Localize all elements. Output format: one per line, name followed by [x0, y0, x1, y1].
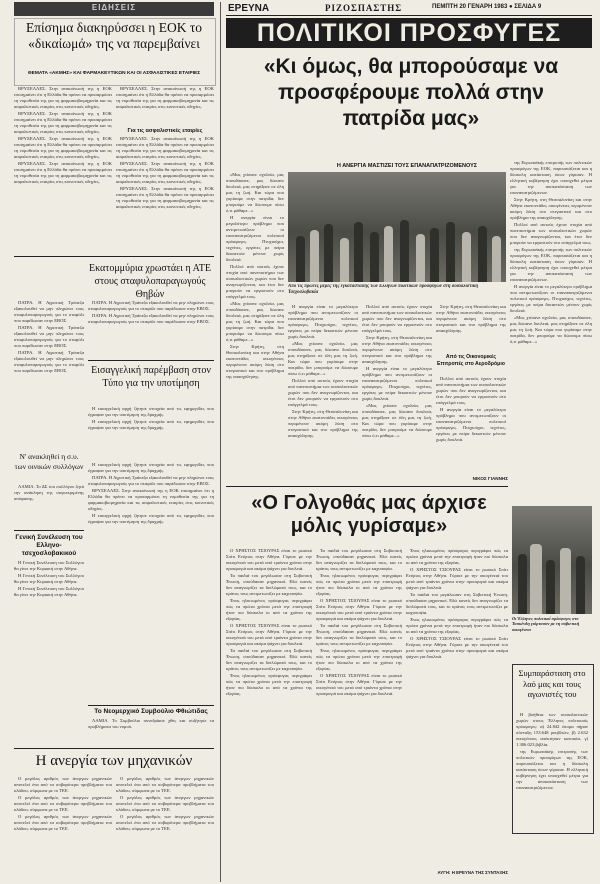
second-col1-text-b: Τα παιδιά του μεγάλωσαν στη Σοβιετική Ένωση, σπούδασαν μηχανικοί. Εδώ κανείς δεν αναγνωρίζει τα διπλώματά τους, και το κράτος τους αντιμετωπίζει με καχυποψία.	[226, 573, 312, 596]
right-box-text: Η βοήθεια των σοσιαλιστικών χωρών στους Έλληνες πολιτικούς πρόσφυγες: α) 24.842 άτομα πήραν σύνταξη 153.648 ρουβλιών, β) 2.632 οικογένειες απέκτησαν κατοικία, γ) 1.306.023 βιβλία.	[516, 712, 588, 747]
story2-text-e: ΠΑΤΡΑ. Η Αγροτική Τράπεζα εξακολουθεί να μην πληρώνει τους σταφυλοπαραγωγούς για το σταφύλι που παρέδωσαν στην ΕΒΟΣ.	[88, 313, 214, 324]
date-page: ΠΕΜΠΤΗ 20 ΓΕΝΑΡΗ 1983 ● ΣΕΛΙΔΑ 9	[432, 4, 542, 10]
story1-body-col2	[116, 86, 214, 126]
main-col1-text-b: Η ανεργία είναι το μεγαλύτερο πρόβλημα που αντιμετωπίζουν οι επαναπατριζόμενοι πολιτικοί πρόσφυγες. Πτυχιούχοι, τεχνίτες, εργάτες με πείρα δεκαετιών μένουν χωρίς δουλειά.	[226, 215, 284, 262]
main-photo-caption: Από τις πρώτες μέρες της εγκατάστασής των Ελλήνων πολιτικών προσφύγων στη σοσιαλιστική Τσεχοσλοβακία	[288, 284, 479, 295]
story3-body	[88, 406, 214, 458]
right-photo-caption: Οι Έλληνες πολιτικοί πρόσφυγες στο Τασκένδη γιόρτασαν με τη σοβιετική οικογένεια	[512, 616, 580, 632]
second-col1-text-c: Ένας ηλικιωμένος πρόσφυγας περιγράφει πώς τα πρώτα χρόνια μετά την επιστροφή ήταν πιο δύσκολα κι από τα χρόνια της εξορίας.	[226, 598, 312, 621]
column-divider	[220, 2, 221, 882]
second-col1	[226, 548, 312, 874]
left-banner-label: ΕΙΔΗΣΕΙΣ	[91, 3, 137, 12]
story1-body	[14, 86, 112, 254]
banner-title: ΠΟΛΙΤΙΚΟΙ ΠΡΟΣΦΥΓΕΣ	[256, 19, 562, 47]
story5-title: Γενική Συνέλευση του Ελληνο-τσεχοσλοβακικού	[15, 534, 83, 557]
main-col1	[226, 172, 284, 482]
main-headline: «Κι όμως, θα μπορούσαμε να προσφέρουμε πολλά στην πατρίδα μας»	[263, 55, 559, 130]
main-col3-text-d: «Μας χτίσανε σχολεία, μας σπουδάσανε, μας δώσανε δουλειά, μας στηρίξανε σε όλη μας τη ζωή. Και τώρα που γυρίσαμε στην πατρίδα, δεν μπορούμε να δώσουμε πίσω ό,τι μάθαμε...»	[362, 403, 432, 438]
left-mid-text: Η εισαγγελική αρχή ζήτησε στοιχεία από τις εφημερίδες που έγραψαν για την υποτίμηση της δραχμής.	[88, 462, 214, 473]
story6-title: Το Νεομερχικό Συμβούλιο Φθιώτιδας	[94, 708, 208, 715]
second-headline: «Ο Γολγοθάς μας άρχισε μόλις γυρίσαμε»	[251, 492, 487, 537]
main-col4-text-b: Πολλοί από αυτούς έχουν πτυχία από πανεπιστήμια των σοσιαλιστικών χωρών που δεν αναγνωρίζονται, και έτσι δεν μπορούν να εργαστούν στο επάγγελμά τους.	[436, 376, 506, 405]
main-col1-text-e: Στην Κρήτη, στη Θεσσαλονίκη και στην Αθήνα εκατοντάδες οικογένειες περιμένουν ακόμη λύση στο στεγαστικό και στο πρόβλημα της απασχόλησης.	[226, 344, 284, 379]
left-mid-text-c: ΒΡΥΞΕΛΛΕΣ. Στην ανακοίνωσή της η ΕΟΚ επισημαίνει ότι η Ελλάδα θα πρέπει να προσαρμόσει τη νομοθεσία της για τη φαρμακοβιομηχανία και τις ασφαλιστικές εταιρίες στις κοινοτικές οδηγίες.	[88, 488, 214, 511]
second-col2-text-f: Ο ΧΡΗΣΤΟΣ ΤΣΙΟΥΡΑΣ είναι το ρωσικό Σπίτι Ενόριος στην Αθήνα. Γύρισε με την οικογένειά του μετά από τριάντα χρόνια στην προσφυγιά και ακόμα ψάχνει για δουλειά.	[316, 673, 402, 696]
right-box-text-b: της Ευρωπαϊκής επιτροπής των πολιτικών προσφύγων της ΕΟΚ, παρουσιάζεται και η δύσκολη κατάσταση όσων γύρισαν. Η ελληνική κυβέρνηση έχει υποσχεθεί μέτρα για την αποκατάσταση των επαναπατριζόμενων.	[516, 749, 588, 790]
story1-filler-3: ΒΡΥΞΕΛΛΕΣ. Στην ανακοίνωσή της η ΕΟΚ επισημαίνει ότι η Ελλάδα θα πρέπει να προσαρμόσει τη νομοθεσία της για τη φαρμακοβιομηχανία και τις ασφαλιστικές εταιρίες στις κοινοτικές οδηγίες.	[14, 161, 112, 184]
main-byline: ΝΙΚΟΣ ΓΙΑΝΝΗΣ	[472, 476, 508, 481]
main-subhead-2: Από τις Οικονομικές Επιτροπές στο Αεροδρόμιο	[437, 354, 505, 367]
masthead: ΡΙΖΟΣΠΑΣΤΗΣ	[325, 3, 403, 13]
second-col3	[406, 548, 508, 866]
story1-body-col2b	[116, 136, 214, 254]
story4-text: ΛΑΜΙΑ. Το ΔΣ του συλλόγου ζητά την ανάκληση της συγκεκριμένης απόφασης.	[14, 484, 84, 501]
story1-text-e: ΒΡΥΞΕΛΛΕΣ. Στην ανακοίνωσή της η ΕΟΚ επισημαίνει ότι η Ελλάδα θα πρέπει να προσαρμόσει τη νομοθεσία της για τη φαρμακοβιομηχανία και τις ασφαλιστικές εταιρίες στις κοινοτικές οδηγίες.	[116, 186, 214, 209]
second-col1-text-e: Τα παιδιά του μεγάλωσαν στη Σοβιετική Ένωση, σπούδασαν μηχανικοί. Εδώ κανείς δεν αναγνωρίζει τα διπλώματά τους, και το κράτος τους αντιμετωπίζει με καχυποψία.	[226, 648, 312, 671]
main-photo	[288, 172, 506, 282]
main-col2	[288, 304, 358, 484]
story2-text-b: ΠΑΤΡΑ. Η Αγροτική Τράπεζα εξακολουθεί να μην πληρώνει τους σταφυλοπαραγωγούς για το σταφύλι που παρέδωσαν στην ΕΒΟΣ.	[14, 325, 84, 348]
main-col2-text-c: Πολλοί από αυτούς έχουν πτυχία από πανεπιστήμια των σοσιαλιστικών χωρών που δεν αναγνωρίζονται, και έτσι δεν μπορούν να εργαστούν στο επάγγελμά τους.	[288, 378, 358, 407]
left-rule-4	[88, 705, 214, 706]
story7-text-f: Ο μεγάλος αριθμός των άνεργων μηχανικών αποτελεί ένα από τα σοβαρότερα προβλήματα του κλάδου, σύμφωνα με το ΤΕΕ.	[116, 814, 214, 831]
second-signature: ΑΥΓΗ: Η ΕΡΕΥΝΑ ΤΗΣ ΣΥΝΤΑΞΗΣ	[437, 870, 508, 875]
story1-text-c: ΒΡΥΞΕΛΛΕΣ. Στην ανακοίνωσή της η ΕΟΚ επισημαίνει ότι η Ελλάδα θα πρέπει να προσαρμόσει τη νομοθεσία της για τη φαρμακοβιομηχανία και τις ασφαλιστικές εταιρίες στις κοινοτικές οδηγίες.	[116, 136, 214, 159]
main-col2-text-d: Στην Κρήτη, στη Θεσσαλονίκη και στην Αθήνα εκατοντάδες οικογένειες περιμένουν ακόμη λύση στο στεγαστικό και στο πρόβλημα της απασχόλησης.	[288, 409, 358, 438]
second-rule	[226, 486, 508, 487]
right-photo	[512, 506, 592, 614]
story1-text-d: ΒΡΥΞΕΛΛΕΣ. Στην ανακοίνωσή της η ΕΟΚ επισημαίνει ότι η Ελλάδα θα πρέπει να προσαρμόσει τη νομοθεσία της για τη φαρμακοβιομηχανία και τις ασφαλιστικές εταιρίες στις κοινοτικές οδηγίες.	[116, 161, 214, 184]
right-col-text-b: Στην Κρήτη, στη Θεσσαλονίκη και στην Αθήνα εκατοντάδες οικογένειες περιμένουν ακόμη λύση στο στεγαστικό και στο πρόβλημα της απασχόλησης.	[510, 197, 592, 220]
second-col2-text-e: Ένας ηλικιωμένος πρόσφυγας περιγράφει πώς τα πρώτα χρόνια μετά την επιστροφή ήταν πιο δύσκολα κι από τα χρόνια της εξορίας.	[316, 648, 402, 671]
main-col1-text: «Μας χτίσανε σχολεία, μας σπουδάσανε, μας δώσανε δουλειά, μας στηρίξανε σε όλη μας τη ζωή. Και τώρα που γυρίσαμε στην πατρίδα, δεν μπορούμε να δώσουμε πίσω ό,τι μάθαμε...»	[226, 172, 284, 213]
story2-text: ΠΑΤΡΑ. Η Αγροτική Τράπεζα εξακολουθεί να μην πληρώνει τους σταφυλοπαραγωγούς για το σταφύλι που παρέδωσαν στην ΕΒΟΣ.	[14, 300, 84, 323]
right-col-text-f: «Μας χτίσανε σχολεία, μας σπουδάσανε, μας δώσανε δουλειά, μας στηρίξανε σε όλη μας τη ζωή. Και τώρα που γυρίσαμε στην πατρίδα, δεν μπορούμε να δώσουμε πίσω ό,τι μάθαμε...»	[510, 315, 592, 344]
story1-text: ΒΡΥΞΕΛΛΕΣ. Στην ανακοίνωσή της η ΕΟΚ επισημαίνει ότι η Ελλάδα θα πρέπει να προσαρμόσει τη νομοθεσία της για τη φαρμακοβιομηχανία και τις ασφαλιστικές εταιρίες στις κοινοτικές οδηγίες.	[14, 86, 112, 109]
second-col3-text-b: Ο ΧΡΗΣΤΟΣ ΤΣΙΟΥΡΑΣ είναι το ρωσικό Σπίτι Ενόριος στην Αθήνα. Γύρισε με την οικογένειά του μετά από τριάντα χρόνια στην προσφυγιά και ακόμα ψάχνει για δουλειά.	[406, 567, 508, 590]
story2-title: Εκατομμύρια χρωστάει η ΑΤΕ στους σταφυλοπαραγωγούς Θηβών	[89, 263, 211, 300]
right-col-top	[510, 160, 592, 500]
story5-body	[14, 560, 84, 710]
story7-body-col2	[116, 776, 214, 880]
main-col3-text-b: Στην Κρήτη, στη Θεσσαλονίκη και στην Αθήνα εκατοντάδες οικογένειες περιμένουν ακόμη λύση στο στεγαστικό και στο πρόβλημα της απασχόλησης.	[362, 335, 432, 364]
right-col-text-d: της Ευρωπαϊκής επιτροπής των πολιτικών προσφύγων της ΕΟΚ, παρουσιάζεται και η δύσκολη κατάσταση όσων γύρισαν. Η ελληνική κυβέρνηση έχει υποσχεθεί μέτρα για την αποκατάσταση των επαναπατριζόμενων.	[510, 247, 592, 282]
main-col4-text-c: Η ανεργία είναι το μεγαλύτερο πρόβλημα που αντιμετωπίζουν οι επαναπατριζόμενοι πολιτικοί πρόσφυγες. Πτυχιούχοι, τεχνίτες, εργάτες με πείρα δεκαετιών μένουν χωρίς δουλειά.	[436, 407, 506, 442]
story5-text: Η Γενική Συνέλευση του Συλλόγου θα γίνει την Κυριακή στην Αθήνα.	[14, 560, 84, 571]
story1-subheading: Για τις ασφαλιστικές εταιρίες	[127, 128, 203, 134]
story7-text: Ο μεγάλος αριθμός των άνεργων μηχανικών αποτελεί ένα από τα σοβαρότερα προβλήματα του κλάδου, σύμφωνα με το ΤΕΕ.	[14, 776, 112, 793]
left-rule-2	[88, 360, 214, 361]
story1-title: Επίσημα διακηρύσσει η ΕΟΚ το «δικαίωμά» της να παρεμβαίνει	[25, 20, 203, 51]
left-mid-body	[88, 462, 214, 672]
main-col1-text-d: «Μας χτίσανε σχολεία, μας σπουδάσανε, μας δώσανε δουλειά, μας στηρίξανε σε όλη μας τη ζωή. Και τώρα που γυρίσαμε στην πατρίδα, δεν μπορούμε να δώσουμε πίσω ό,τι μάθαμε...»	[226, 301, 284, 342]
story3-text-b: Η εισαγγελική αρχή ζήτησε στοιχεία από τις εφημερίδες που έγραψαν για την υποτίμηση της δραχμής.	[88, 419, 214, 430]
story2-body	[14, 300, 84, 450]
right-col-text: της Ευρωπαϊκής επιτροπής των πολιτικών προσφύγων της ΕΟΚ, παρουσιάζεται και η δύσκολη κατάσταση όσων γύρισαν. Η ελληνική κυβέρνηση έχει υποσχεθεί μέτρα για την αποκατάσταση των επαναπατριζόμενων.	[510, 160, 592, 195]
story7-body	[14, 776, 112, 880]
main-col3-text-c: Η ανεργία είναι το μεγαλύτερο πρόβλημα που αντιμετωπίζουν οι επαναπατριζόμενοι πολιτικοί πρόσφυγες. Πτυχιούχοι, τεχνίτες, εργάτες με πείρα δεκαετιών μένουν χωρίς δουλειά.	[362, 366, 432, 401]
right-col-text-e: Η ανεργία είναι το μεγαλύτερο πρόβλημα που αντιμετωπίζουν οι επαναπατριζόμενοι πολιτικοί πρόσφυγες. Πτυχιούχοι, τεχνίτες, εργάτες με πείρα δεκαετιών μένουν χωρίς δουλειά.	[510, 284, 592, 313]
second-col2	[316, 548, 402, 874]
second-col2-text: Τα παιδιά του μεγάλωσαν στη Σοβιετική Ένωση, σπούδασαν μηχανικοί. Εδώ κανείς δεν αναγνωρίζει τα διπλώματά τους, και το κράτος τους αντιμετωπίζει με καχυποψία.	[316, 548, 402, 571]
left-rule-3	[14, 530, 84, 531]
story4-title: Ν' ανακληθεί η σ.υ. των οινικών συλλόγων	[14, 452, 84, 471]
second-col1-text-d: Ο ΧΡΗΣΤΟΣ ΤΣΙΟΥΡΑΣ είναι το ρωσικό Σπίτι Ενόριος στην Αθήνα. Γύρισε με την οικογένειά του μετά από τριάντα χρόνια στην προσφυγιά και ακόμα ψάχνει για δουλειά.	[226, 623, 312, 646]
story7-text-d: Ο μεγάλος αριθμός των άνεργων μηχανικών αποτελεί ένα από τα σοβαρότερα προβλήματα του κλάδου, σύμφωνα με το ΤΕΕ.	[116, 776, 214, 793]
second-col2-text-b: Ένας ηλικιωμένος πρόσφυγας περιγράφει πώς τα πρώτα χρόνια μετά την επιστροφή ήταν πιο δύσκολα κι από τα χρόνια της εξορίας.	[316, 573, 402, 596]
story1-filler: ΒΡΥΞΕΛΛΕΣ. Στην ανακοίνωσή της η ΕΟΚ επισημαίνει ότι η Ελλάδα θα πρέπει να προσαρμόσει τη νομοθεσία της για τη φαρμακοβιομηχανία και τις ασφαλιστικές εταιρίες στις κοινοτικές οδηγίες.	[14, 111, 112, 134]
main-col4	[436, 376, 506, 474]
second-col2-text-c: Ο ΧΡΗΣΤΟΣ ΤΣΙΟΥΡΑΣ είναι το ρωσικό Σπίτι Ενόριος στην Αθήνα. Γύρισε με την οικογένειά του μετά από τριάντα χρόνια στην προσφυγιά και ακόμα ψάχνει για δουλειά.	[316, 598, 402, 621]
header-rule	[226, 15, 592, 16]
story3-text: Η εισαγγελική αρχή ζήτησε στοιχεία από τις εφημερίδες που έγραψαν για την υποτίμηση της δραχμής.	[88, 406, 214, 417]
story2-text-d: ΠΑΤΡΑ. Η Αγροτική Τράπεζα εξακολουθεί να μην πληρώνει τους σταφυλοπαραγωγούς για το σταφύλι που παρέδωσαν στην ΕΒΟΣ.	[88, 300, 214, 311]
story7-text-c: Ο μεγάλος αριθμός των άνεργων μηχανικών αποτελεί ένα από τα σοβαρότερα προβλήματα του κλάδου, σύμφωνα με το ΤΕΕ.	[14, 814, 112, 831]
second-col3-text-e: Ο ΧΡΗΣΤΟΣ ΤΣΙΟΥΡΑΣ είναι το ρωσικό Σπίτι Ενόριος στην Αθήνα. Γύρισε με την οικογένειά του μετά από τριάντα χρόνια στην προσφυγιά και ακόμα ψάχνει για δουλειά.	[406, 636, 508, 659]
second-col2-text-d: Τα παιδιά του μεγάλωσαν στη Σοβιετική Ένωση, σπούδασαν μηχανικοί. Εδώ κανείς δεν αναγνωρίζει τα διπλώματά τους, και το κράτος τους αντιμετωπίζει με καχυποψία.	[316, 623, 402, 646]
left-rule-1	[14, 256, 214, 257]
main-col4-text: Στην Κρήτη, στη Θεσσαλονίκη και στην Αθήνα εκατοντάδες οικογένειες περιμένουν ακόμη λύση στο στεγαστικό και στο πρόβλημα της απασχόλησης.	[436, 304, 506, 333]
second-col3-text-c: Τα παιδιά του μεγάλωσαν στη Σοβιετική Ένωση, σπούδασαν μηχανικοί. Εδώ κανείς δεν αναγνωρίζει τα διπλώματά τους, και το κράτος τους αντιμετωπίζει με καχυποψία.	[406, 592, 508, 615]
right-col-text-c: Πολλοί από αυτούς έχουν πτυχία από πανεπιστήμια των σοσιαλιστικών χωρών που δεν αναγνωρίζονται, και έτσι δεν μπορούν να εργαστούν στο επάγγελμά τους.	[510, 222, 592, 245]
main-col2-text-b: «Μας χτίσανε σχολεία, μας σπουδάσανε, μας δώσανε δουλειά, μας στηρίξανε σε όλη μας τη ζωή. Και τώρα που γυρίσαμε στην πατρίδα, δεν μπορούμε να δώσουμε πίσω ό,τι μάθαμε...»	[288, 341, 358, 376]
second-col1-text-f: Ένας ηλικιωμένος πρόσφυγας περιγράφει πώς τα πρώτα χρόνια μετά την επιστροφή ήταν πιο δύσκολα κι από τα χρόνια της εξορίας.	[226, 673, 312, 696]
second-col3-text: Ένας ηλικιωμένος πρόσφυγας περιγράφει πώς τα πρώτα χρόνια μετά την επιστροφή ήταν πιο δύσκολα κι από τα χρόνια της εξορίας.	[406, 548, 508, 565]
section-label: ΕΡΕΥΝΑ	[228, 3, 270, 14]
story7-text-e: Ο μεγάλος αριθμός των άνεργων μηχανικών αποτελεί ένα από τα σοβαρότερα προβλήματα του κλάδου, σύμφωνα με το ΤΕΕ.	[116, 795, 214, 812]
story2-body-col2	[88, 300, 214, 358]
main-col3-text: Πολλοί από αυτούς έχουν πτυχία από πανεπιστήμια των σοσιαλιστικών χωρών που δεν αναγνωρίζονται, και έτσι δεν μπορούν να εργαστούν στο επάγγελμά τους.	[362, 304, 432, 333]
main-col4-top	[436, 304, 506, 352]
main-col2-text: Η ανεργία είναι το μεγαλύτερο πρόβλημα που αντιμετωπίζουν οι επαναπατριζόμενοι πολιτικοί πρόσφυγες. Πτυχιούχοι, τεχνίτες, εργάτες με πείρα δεκαετιών μένουν χωρίς δουλειά.	[288, 304, 358, 339]
story2-text-c: ΠΑΤΡΑ. Η Αγροτική Τράπεζα εξακολουθεί να μην πληρώνει τους σταφυλοπαραγωγούς για το σταφύλι που παρέδωσαν στην ΕΒΟΣ.	[14, 350, 84, 373]
story5-text-c: Η Γενική Συνέλευση του Συλλόγου θα γίνει την Κυριακή στην Αθήνα.	[14, 586, 84, 597]
story1-subtitle: ΘΕΜΑΤΑ «ΑΚΜΗΣ» ΚΑΙ ΦΑΡΜΑΚΕΥΤΙΚΩΝ ΚΑΙ ΟΙ ΑΣΦΑΛΙΣΤΙΚΕΣ ΕΤΑΙΡΙΕΣ	[27, 71, 201, 76]
story3-title: Εισαγγελική παρέμβαση στον Τύπο για την υποτίμηση	[91, 365, 211, 389]
story1-filler-2: ΒΡΥΞΕΛΛΕΣ. Στην ανακοίνωσή της η ΕΟΚ επισημαίνει ότι η Ελλάδα θα πρέπει να προσαρμόσει τη νομοθεσία της για τη φαρμακοβιομηχανία και τις ασφαλιστικές εταιρίες στις κοινοτικές οδηγίες.	[14, 136, 112, 159]
story5-text-b: Η Γενική Συνέλευση του Συλλόγου θα γίνει την Κυριακή στην Αθήνα.	[14, 573, 84, 584]
right-box-title: Συμπαράσταση στο λαό μας και τους αγωνιστές του	[518, 668, 586, 699]
story6-text: ΛΑΜΙΑ. Το Συμβούλιο συνεδρίασε χθες και συζήτησε τα προβλήματα του νομού.	[88, 718, 214, 729]
story4-body	[14, 484, 84, 528]
second-col1-text: Ο ΧΡΗΣΤΟΣ ΤΣΙΟΥΡΑΣ είναι το ρωσικό Σπίτι Ενόριος στην Αθήνα. Γύρισε με την οικογένειά του μετά από τριάντα χρόνια στην προσφυγιά και ακόμα ψάχνει για δουλειά.	[226, 548, 312, 571]
main-col3	[362, 304, 432, 484]
main-col1-text-c: Πολλοί από αυτούς έχουν πτυχία από πανεπιστήμια των σοσιαλιστικών χωρών που δεν αναγνωρίζονται, και έτσι δεν μπορούν να εργαστούν στο επάγγελμά τους.	[226, 264, 284, 299]
story1-text-b: ΒΡΥΞΕΛΛΕΣ. Στην ανακοίνωσή της η ΕΟΚ επισημαίνει ότι η Ελλάδα θα πρέπει να προσαρμόσει τη νομοθεσία της για τη φαρμακοβιομηχανία και τις ασφαλιστικές εταιρίες στις κοινοτικές οδηγίες.	[116, 86, 214, 109]
story6-body	[88, 718, 214, 746]
left-mid-text-b: ΠΑΤΡΑ. Η Αγροτική Τράπεζα εξακολουθεί να μην πληρώνει τους σταφυλοπαραγωγούς για το σταφύλι που παρέδωσαν στην ΕΒΟΣ.	[88, 475, 214, 486]
story7-title: Η ανεργία των μηχανικών	[35, 753, 193, 769]
left-rule-5	[14, 748, 214, 749]
right-box-body	[516, 712, 588, 828]
left-mid-text-d: Η εισαγγελική αρχή ζήτησε στοιχεία από τις εφημερίδες που έγραψαν για την υποτίμηση της δραχμής.	[88, 513, 214, 524]
story7-text-b: Ο μεγάλος αριθμός των άνεργων μηχανικών αποτελεί ένα από τα σοβαρότερα προβλήματα του κλάδου, σύμφωνα με το ΤΕΕ.	[14, 795, 112, 812]
main-subhead: Η ΑΝΕΡΓΙΑ ΜΑΣΤΙΖΕΙ ΤΟΥΣ ΕΠΑΝΑΠΑΤΡΙΖΟΜΕΝΟΥΣ	[336, 163, 478, 169]
second-col3-text-d: Ένας ηλικιωμένος πρόσφυγας περιγράφει πώς τα πρώτα χρόνια μετά την επιστροφή ήταν πιο δύσκολα κι από τα χρόνια της εξορίας.	[406, 617, 508, 634]
